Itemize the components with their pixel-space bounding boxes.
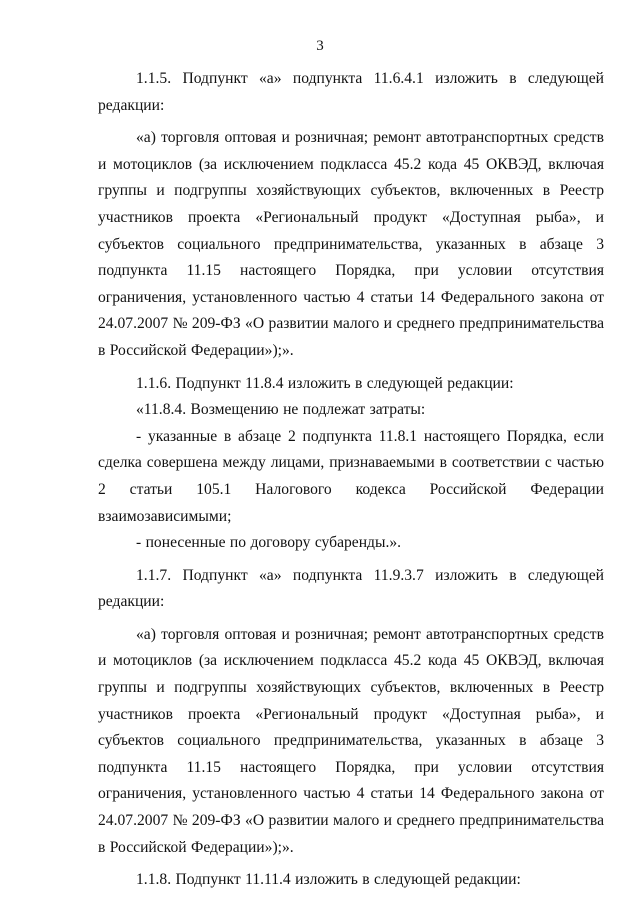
paragraph-1-1-6: 1.1.6. Подпункт 11.8.4 изложить в следующей редакции: [136, 374, 514, 392]
paragraph-trade-amendment-1: «а) торговля оптовая и розничная; ремонт автотранспортных средств и мотоциклов (за исключением подкласса 45.2 кода 45 ОКВЭД, включая группы и подгруппы хозяйствующих субъектов, включенных в Реестр участников проекта «Региональный продукт «Доступная рыба», и субъектов социального предпринимательства, указанных в абзаце 3 подпункта 11.15 настоящего Порядка, при условии отсутствия ограничения, установленного частью 4 статьи 14 Федерального закона от 24.07.2007 № 209-ФЗ «О развитии малого и среднего предпринимательства в Российской Федерации»);». [98, 129, 604, 359]
page-number: 3 [316, 38, 324, 54]
paragraph-trade-amendment-2: «а) торговля оптовая и розничная; ремонт автотранспортных средств и мотоциклов (за исключением подкласса 45.2 кода 45 ОКВЭД, включая группы и подгруппы хозяйствующих субъектов, включенных в Реестр участников проекта «Региональный продукт «Доступная рыба», и субъектов социального предпринимательства, указанных в абзаце 3 подпункта 11.15 настоящего Порядка, при условии отсутствия ограничения, установленного частью 4 статьи 14 Федерального закона от 24.07.2007 № 209-ФЗ «О развитии малого и среднего предпринимательства в Российской Федерации»);». [98, 625, 604, 856]
paragraph-11-8-4: «11.8.4. Возмещению не подлежат затраты: [136, 401, 426, 419]
document-body [98, 60, 604, 894]
paragraph-exclusion-sublease: - понесенные по договору субаренды.». [136, 534, 402, 552]
paragraph-1-1-8: 1.1.8. Подпункт 11.11.4 изложить в следующей редакции: [136, 871, 521, 889]
paragraph-exclusion-related-parties: - указанные в абзаце 2 подпункта 11.8.1 настоящего Порядка, если сделка совершена между лицами, признаваемыми в соответствии с частью 2 статьи 105.1 Налогового кодекса Российской Федерации взаимозависимыми; [98, 427, 604, 525]
paragraph-1-1-5: 1.1.5. Подпункт «а» подпункта 11.6.4.1 изложить в следующей редакции: [98, 70, 604, 114]
paragraph-1-1-7: 1.1.7. Подпункт «а» подпункта 11.9.3.7 изложить в следующей редакции: [98, 566, 604, 611]
